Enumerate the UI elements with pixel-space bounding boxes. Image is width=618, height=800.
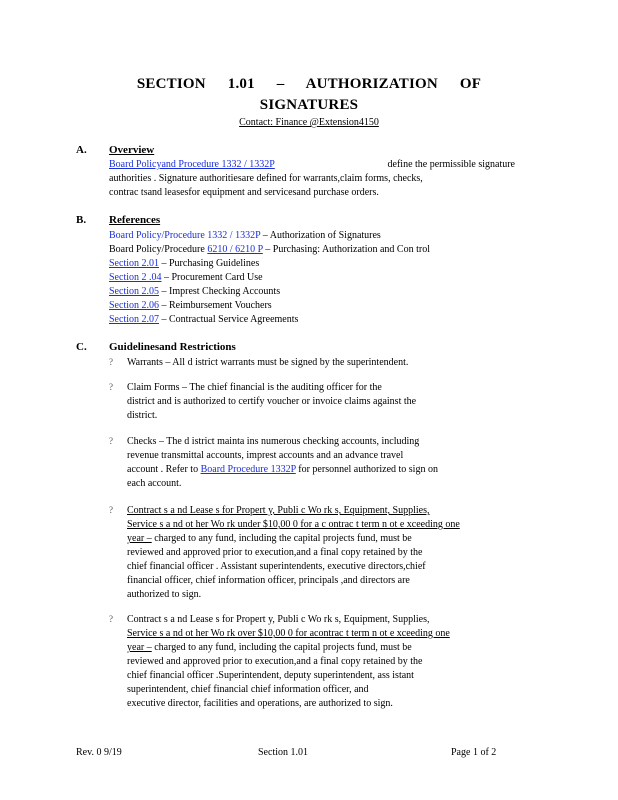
bullet-line: Service s a nd ot her Wo rk over $10,00 0 for acontrac t term n ot e xceeding one xyxy=(127,628,450,639)
bullet-line: Contract s a nd Lease s for Propert y, Publi c Wo rk s, Equipment, Supplies, xyxy=(127,505,430,516)
bullet-line: authorized to sign. xyxy=(127,589,202,600)
bullet-line: revenue transmittal accounts, imprest accounts and an advance travel xyxy=(127,450,404,461)
bullet-icon: ? xyxy=(109,436,113,446)
overview-line-1-rest: define the permissible signature xyxy=(385,159,515,170)
section-a-heading: Overview xyxy=(109,144,155,156)
bullet-line: chief financial officer . Assistant superintendents, executive directors,chief xyxy=(127,561,426,572)
contact-text: Contact: Finance @Extension4150 xyxy=(239,117,379,128)
overview-line-1 xyxy=(109,158,515,172)
overview-policy-link[interactable]: Board Policyand Procedure 1332 / 1332P xyxy=(109,159,275,170)
reference-text: – Purchasing Guidelines xyxy=(159,258,260,269)
reference-text: – Imprest Checking Accounts xyxy=(159,286,281,297)
bullet-line: executive director, facilities and operations, are authorized to sign. xyxy=(127,698,393,709)
bullet-text: account . Refer to xyxy=(127,464,201,475)
reference-link[interactable]: Section 2.06 xyxy=(109,300,159,311)
bullet-line xyxy=(127,532,527,546)
bullet-line xyxy=(127,641,527,655)
overview-paragraph xyxy=(109,158,515,200)
board-procedure-link[interactable]: Board Procedure 1332P xyxy=(200,464,296,475)
reference-text: – Procurement Card Use xyxy=(161,272,263,283)
bullet-contracts-under xyxy=(127,504,527,602)
bullet-text: year – xyxy=(127,642,152,653)
reference-item xyxy=(109,257,259,271)
bullet-line: reviewed and approved prior to execution,and a final copy retained by the xyxy=(127,547,423,558)
bullet-line: Claim Forms – The chief financial is the auditing officer for the xyxy=(127,382,382,393)
bullet-line: reviewed and approved prior to execution,and a final copy retained by the xyxy=(127,656,423,667)
reference-item xyxy=(109,271,263,285)
title-line-2: SIGNATURES xyxy=(259,97,359,113)
overview-line-2: authorities . Signature authoritiesare defined for warrants,claim forms, checks, xyxy=(109,173,423,184)
footer-page-number: Page 1 of 2 xyxy=(451,747,497,758)
section-b-heading: References xyxy=(109,214,161,226)
reference-item xyxy=(109,299,272,313)
bullet-line: Checks – The d istrict mainta ins numerous checking accounts, including xyxy=(127,436,420,447)
overview-line-3: contrac tsand leasesfor equipment and servicesand purchase orders. xyxy=(109,187,379,198)
reference-prefix: Board Policy/Procedure xyxy=(109,244,208,255)
reference-text: – Reimbursement Vouchers xyxy=(159,300,272,311)
section-c-heading: Guidelinesand Restrictions xyxy=(109,341,236,353)
reference-item xyxy=(109,313,298,327)
reference-text: – Purchasing: Authorization and Con trol xyxy=(262,244,430,255)
bullet-line: Service s a nd ot her Wo rk under $10,00 0 for a c ontrac t term n ot e xceeding one xyxy=(127,519,460,530)
bullet-icon: ? xyxy=(109,505,113,515)
bullet-line: financial officer, chief information officer, principals ,and directors are xyxy=(127,575,410,586)
bullet-line: district. xyxy=(127,410,158,421)
bullet-contracts-over xyxy=(127,613,527,711)
reference-link[interactable]: Section 2.05 xyxy=(109,286,159,297)
reference-link[interactable]: Board Policy/Procedure 1332 / 1332P xyxy=(109,230,261,241)
bullet-line: district and is authorized to certify voucher or invoice claims against the xyxy=(127,396,417,407)
bullet-text: for personnel authorized to sign on xyxy=(295,464,438,475)
bullet-line: superintendent, chief financial chief information officer, and xyxy=(127,684,369,695)
reference-text: – Contractual Service Agreements xyxy=(159,314,299,325)
contact-line xyxy=(0,117,618,128)
bullet-warrants xyxy=(127,356,527,370)
bullet-icon: ? xyxy=(109,357,113,367)
bullet-text: charged to any fund, including the capital projects fund, must be xyxy=(151,642,412,653)
bullet-line: Warrants – All d istrict warrants must be signed by the superintendent. xyxy=(127,357,409,368)
reference-link[interactable]: Section 2.01 xyxy=(109,258,159,269)
bullet-line: chief financial officer .Superintendent, deputy superintendent, ass istant xyxy=(127,670,414,681)
reference-link[interactable]: Section 2.07 xyxy=(109,314,159,325)
bullet-icon: ? xyxy=(109,614,113,624)
bullet-claim-forms xyxy=(127,381,527,423)
section-a-letter: A. xyxy=(76,144,87,156)
footer-section: Section 1.01 xyxy=(258,747,308,758)
bullet-icon: ? xyxy=(109,382,113,392)
page-title xyxy=(0,74,618,116)
reference-item xyxy=(109,243,430,257)
bullet-line: each account. xyxy=(127,478,182,489)
reference-link[interactable]: Section 2 .04 xyxy=(109,272,162,283)
reference-item xyxy=(109,229,381,243)
reference-item xyxy=(109,285,280,299)
bullet-text: charged to any fund, including the capital projects fund, must be xyxy=(151,533,412,544)
bullet-checks xyxy=(127,435,527,491)
reference-text: – Authorization of Signatures xyxy=(260,230,381,241)
bullet-line-with-link xyxy=(127,463,527,477)
title-line-1: SECTION 1.01 – AUTHORIZATION OF xyxy=(136,76,482,92)
reference-link[interactable]: 6210 / 6210 P xyxy=(207,244,263,255)
footer-revision: Rev. 0 9/19 xyxy=(76,747,122,758)
section-b-letter: B. xyxy=(76,214,87,226)
bullet-text: year – xyxy=(127,533,152,544)
bullet-line: Contract s a nd Lease s for Propert y, Publi c Wo rk s, Equipment, Supplies, xyxy=(127,614,430,625)
section-c-letter: C. xyxy=(76,341,87,353)
